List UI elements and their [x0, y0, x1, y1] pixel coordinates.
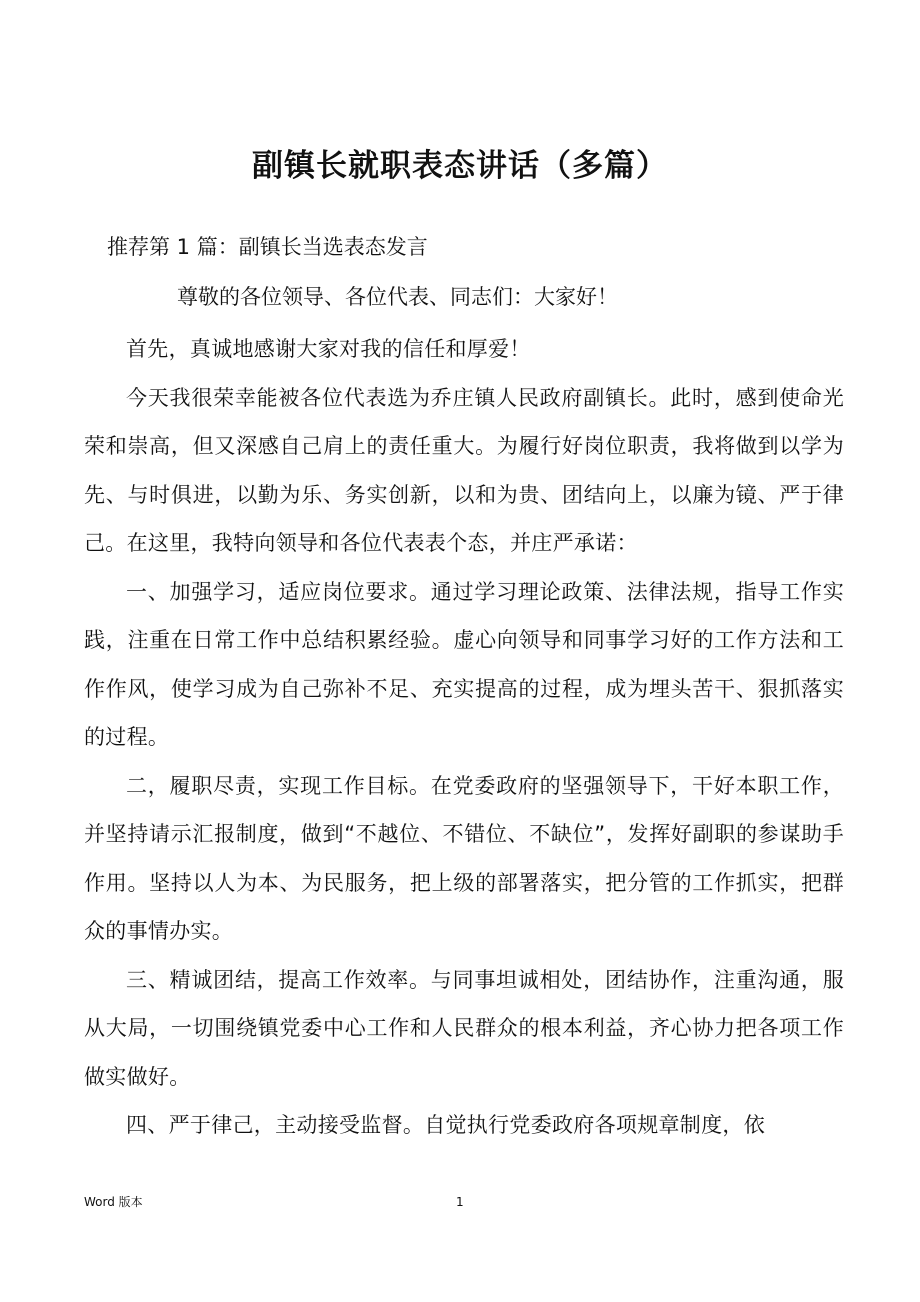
salutation: 尊敬的各位领导、各位代表、同志们：大家好！ [177, 285, 618, 309]
paragraph-4: 二，履职尽责，实现工作目标。在党委政府的坚强领导下，干好本职工作，并坚持请示汇报制度，做到“不越位、不错位、不缺位”，发挥好副职的参谋助手作用。坚持以人为本、为民服务，把上级的部署落实，把分管的工作抓实，把群众的事情办实。 [84, 773, 844, 943]
paragraph-2: 今天我很荣幸能被各位代表选为乔庄镇人民政府副镇长。此时，感到使命光荣和崇高，但又深感自己肩上的责任重大。为履行好岗位职责，我将做到以学为先、与时俱进，以勤为乐、务实创新，以和为贵、团结向上，以廉为镜、严于律己。在这里，我特向领导和各位代表表个态，并庄严承诺： [84, 385, 844, 555]
footer-label: Word 版本 [84, 1195, 143, 1209]
document-title: 副镇长就职表态讲话（多篇） [252, 148, 668, 184]
paragraph-3: 一、加强学习，适应岗位要求。通过学习理论政策、法律法规，指导工作实践，注重在日常工作中总结积累经验。虚心向领导和同事学习好的工作方法和工作作风，使学习成为自己弥补不足、充实提高的过程，成为埋头苦干、狠抓落实的过程。 [84, 579, 844, 749]
paragraph-6: 四、严于律己，主动接受监督。自觉执行党委政府各项规章制度，依 [126, 1113, 765, 1137]
page-number: 1 [456, 1195, 464, 1209]
paragraph-5: 三、精诚团结，提高工作效率。与同事坦诚相处，团结协作，注重沟通，服从大局，一切围绕镇党委中心工作和人民群众的根本利益，齐心协力把各项工作做实做好。 [84, 967, 844, 1089]
paragraph-1: 首先，真诚地感谢大家对我的信任和厚爱！ [126, 337, 531, 361]
document-subtitle: 推荐第 1 篇：副镇长当选表态发言 [107, 235, 428, 259]
body-text [84, 325, 844, 1150]
